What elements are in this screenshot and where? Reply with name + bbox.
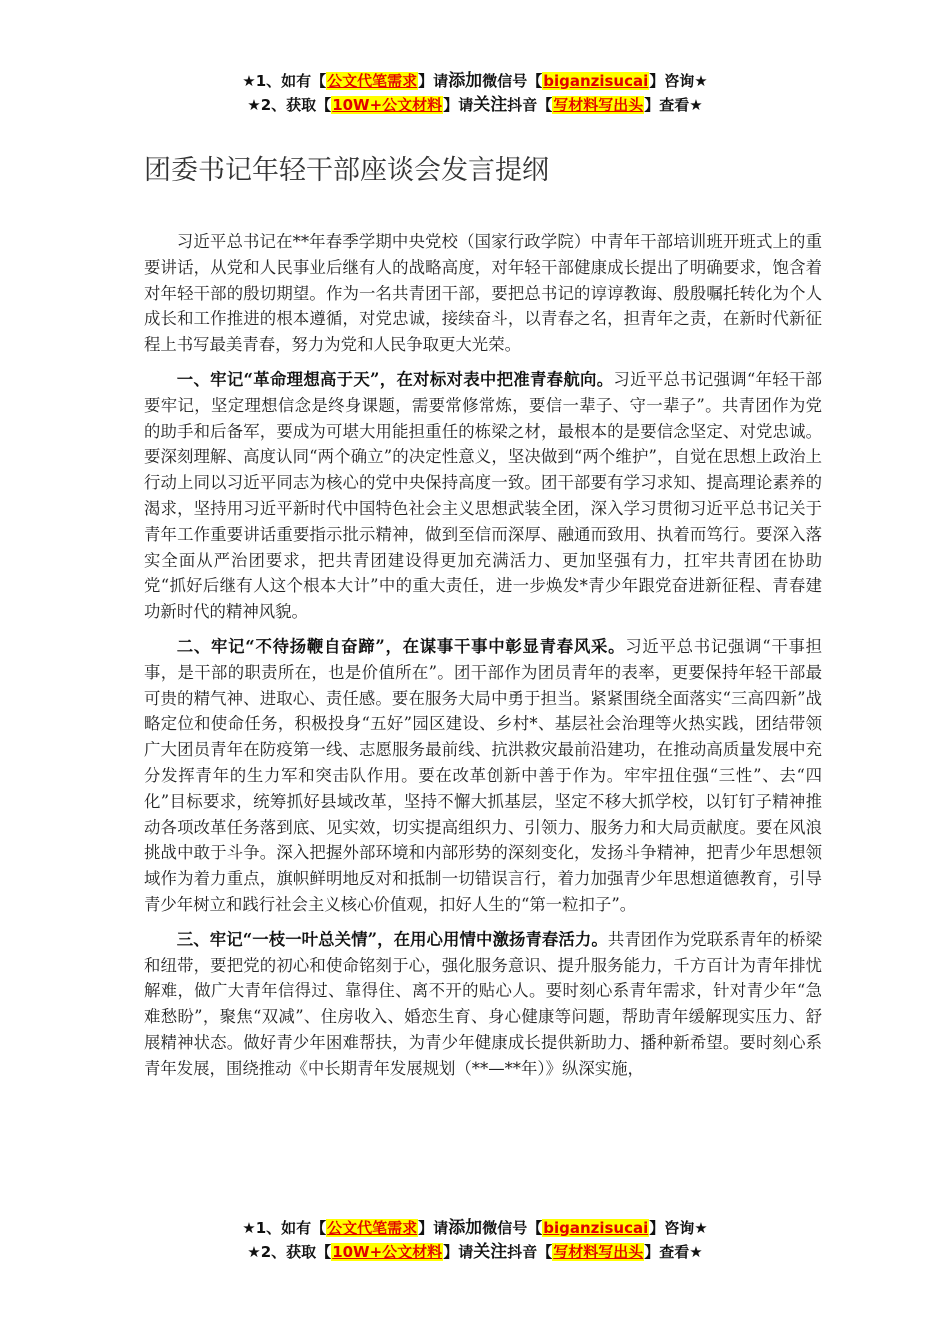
section-text-1: 习近平总书记强调“年轻干部要牢记，坚定理想信念是终身课题，需要常修常炼，要信一辈子、守一辈子”。共青团作为党的助手和后备军，要成为可堪大用能担重任的栋梁之材，最根本的是要信念坚定、对党忠诚。要深刻理解、高度认同“两个确立”的决定性意义，坚决做到“两个维护”，自觉在思想上政治上行动上同以习近平同志为核心的党中央保持高度一致。团干部要有学习求知、提高理论素养的渴求，坚持用习近平新时代中国特色社会主义思想武装全团，深入学习贯彻习近平总书记关于青年工作重要讲话重要指示批示精神，做到至信而深厚、融通而致用、执着而笃行。要深入落实全面从严治团要求，把共青团建设得更加充满活力、更加坚强有力，扛牢共青团在协助党“抓好后继有人这个根本大计”中的重大责任，进一步焕发*青少年跟党奋进新征程、青春建功新时代的精神风貌。 (144, 369, 822, 622)
banner-highlight: 公文代笔需求 (327, 1219, 418, 1237)
banner-text: ★1、如有【 (242, 1219, 327, 1237)
section-text-3: 共青团作为党联系青年的桥梁和纽带，要把党的初心和使命铭刻于心，强化服务意识、提升服务能力，千方百计为青年排忧解难，做广大青年信得过、靠得住、离不开的贴心人。要时刻心系青年需求，针对青少年“急难愁盼”，聚焦“双减”、住房收入、婚恋生育、身心健康等问题，帮助青年缓解现实压力、舒展精神状态。做好青少年困难帮扶，为青少年健康成长提供新助力、播种新希望。要时刻心系青年发展，围绕推动《中长期青年发展规划（**—**年）》纵深实施， (144, 929, 822, 1078)
banner-text: ★2、获取【 (247, 1243, 332, 1261)
banner-highlight: 公文代笔需求 (327, 72, 418, 90)
intro-paragraph: 习近平总书记在**年春季学期中央党校（国家行政学院）中青年干部培训班开班式上的重要讲话，从党和人民事业后继有人的战略高度，对年轻干部健康成长提出了明确要求，饱含着对年轻干部的殷切期望。作为一名共青团干部，要把总书记的谆谆教诲、殷殷嘱托转化为个人成长和工作推进的根本遵循，对党忠诚，接续奋斗，以青春之名，担青年之责，在新时代新征程上书写最美青春，努力为党和人民争取更大光荣。 (144, 232, 822, 355)
banner-highlight: 10W+公文材料 (332, 1243, 443, 1261)
banner-text: 抖音【 (507, 1243, 553, 1261)
banner-text: 】请 (418, 1219, 449, 1237)
bottom-banner (0, 1216, 950, 1264)
banner-emphasis: 关注 (473, 95, 508, 115)
banner-text: 微信号【 (482, 1219, 543, 1237)
banner-text: 微信号【 (482, 72, 543, 90)
banner-douyin-id: 写材料写出头 (553, 1243, 644, 1261)
banner-wechat-id: biganzisucai (543, 72, 649, 90)
banner-text: 】请 (443, 96, 474, 114)
section-text-2: 习近平总书记强调“干事担事，是干部的职责所在，也是价值所在”。团干部作为团员青年的表率，更要保持年轻干部最可贵的精气神、进取心、责任感。要在服务大局中勇于担当。紧紧围绕全面落实“三高四新”战略定位和使命任务，积极投身“五好”园区建设、乡村*、基层社会治理等火热实践，团结带领广大团员青年在防疫第一线、志愿服务最前线、抗洪救灾最前沿建功，在推动高质量发展中充分发挥青年的生力军和突击队作用。要在改革创新中善于作为。牢牢扭住强“三性”、去“四化”目标要求，统筹抓好县域改革，坚持不懈大抓基层，坚定不移大抓学校，以钉钉子精神推动各项改革任务落到底、见实效，切实提高组织力、引领力、服务力和大局贡献度。要在风浪挑战中敢于斗争。深入把握外部环境和内部形势的深刻变化，发扬斗争精神，把青少年思想领域作为着力重点，旗帜鲜明地反对和抵制一切错误言行，着力加强青少年思想道德教育，引导青少年树立和践行社会主义核心价值观，扣好人生的“第一粒扣子”。 (144, 636, 822, 914)
section-paragraph-2 (144, 634, 822, 918)
document-title: 团委书记年轻干部座谈会发言提纲 (144, 155, 549, 186)
banner-text: 】咨询★ (649, 1219, 708, 1237)
section-paragraph-3 (144, 927, 822, 1082)
banner-douyin-id: 写材料写出头 (553, 96, 644, 114)
section-heading-2: 二、牢记“不待扬鞭自奋蹄”，在谋事干事中彰显青春风采。 (176, 636, 626, 656)
document-body (144, 229, 822, 1091)
banner-line-1 (0, 1216, 950, 1240)
top-banner (0, 69, 950, 117)
banner-wechat-id: biganzisucai (543, 1219, 649, 1237)
banner-text: ★2、获取【 (247, 96, 332, 114)
banner-highlight: 10W+公文材料 (332, 96, 443, 114)
banner-text: 抖音【 (507, 96, 553, 114)
banner-text: ★1、如有【 (242, 72, 327, 90)
banner-line-2 (0, 1240, 950, 1264)
section-heading-3: 三、牢记“一枝一叶总关情”，在用心用情中激扬青春活力。 (176, 929, 608, 949)
banner-line-2 (0, 93, 950, 117)
banner-text: 】请 (418, 72, 449, 90)
banner-text: 】咨询★ (649, 72, 708, 90)
banner-text: 】查看★ (644, 96, 703, 114)
section-heading-1: 一、牢记“革命理想高于天”，在对标对表中把准青春航向。 (176, 369, 614, 389)
banner-text: 】查看★ (644, 1243, 703, 1261)
section-paragraph-1 (144, 367, 822, 625)
banner-line-1 (0, 69, 950, 93)
banner-text: 】请 (443, 1243, 474, 1261)
banner-emphasis: 添加 (448, 71, 483, 91)
banner-emphasis: 添加 (448, 1218, 483, 1238)
banner-emphasis: 关注 (473, 1242, 508, 1262)
